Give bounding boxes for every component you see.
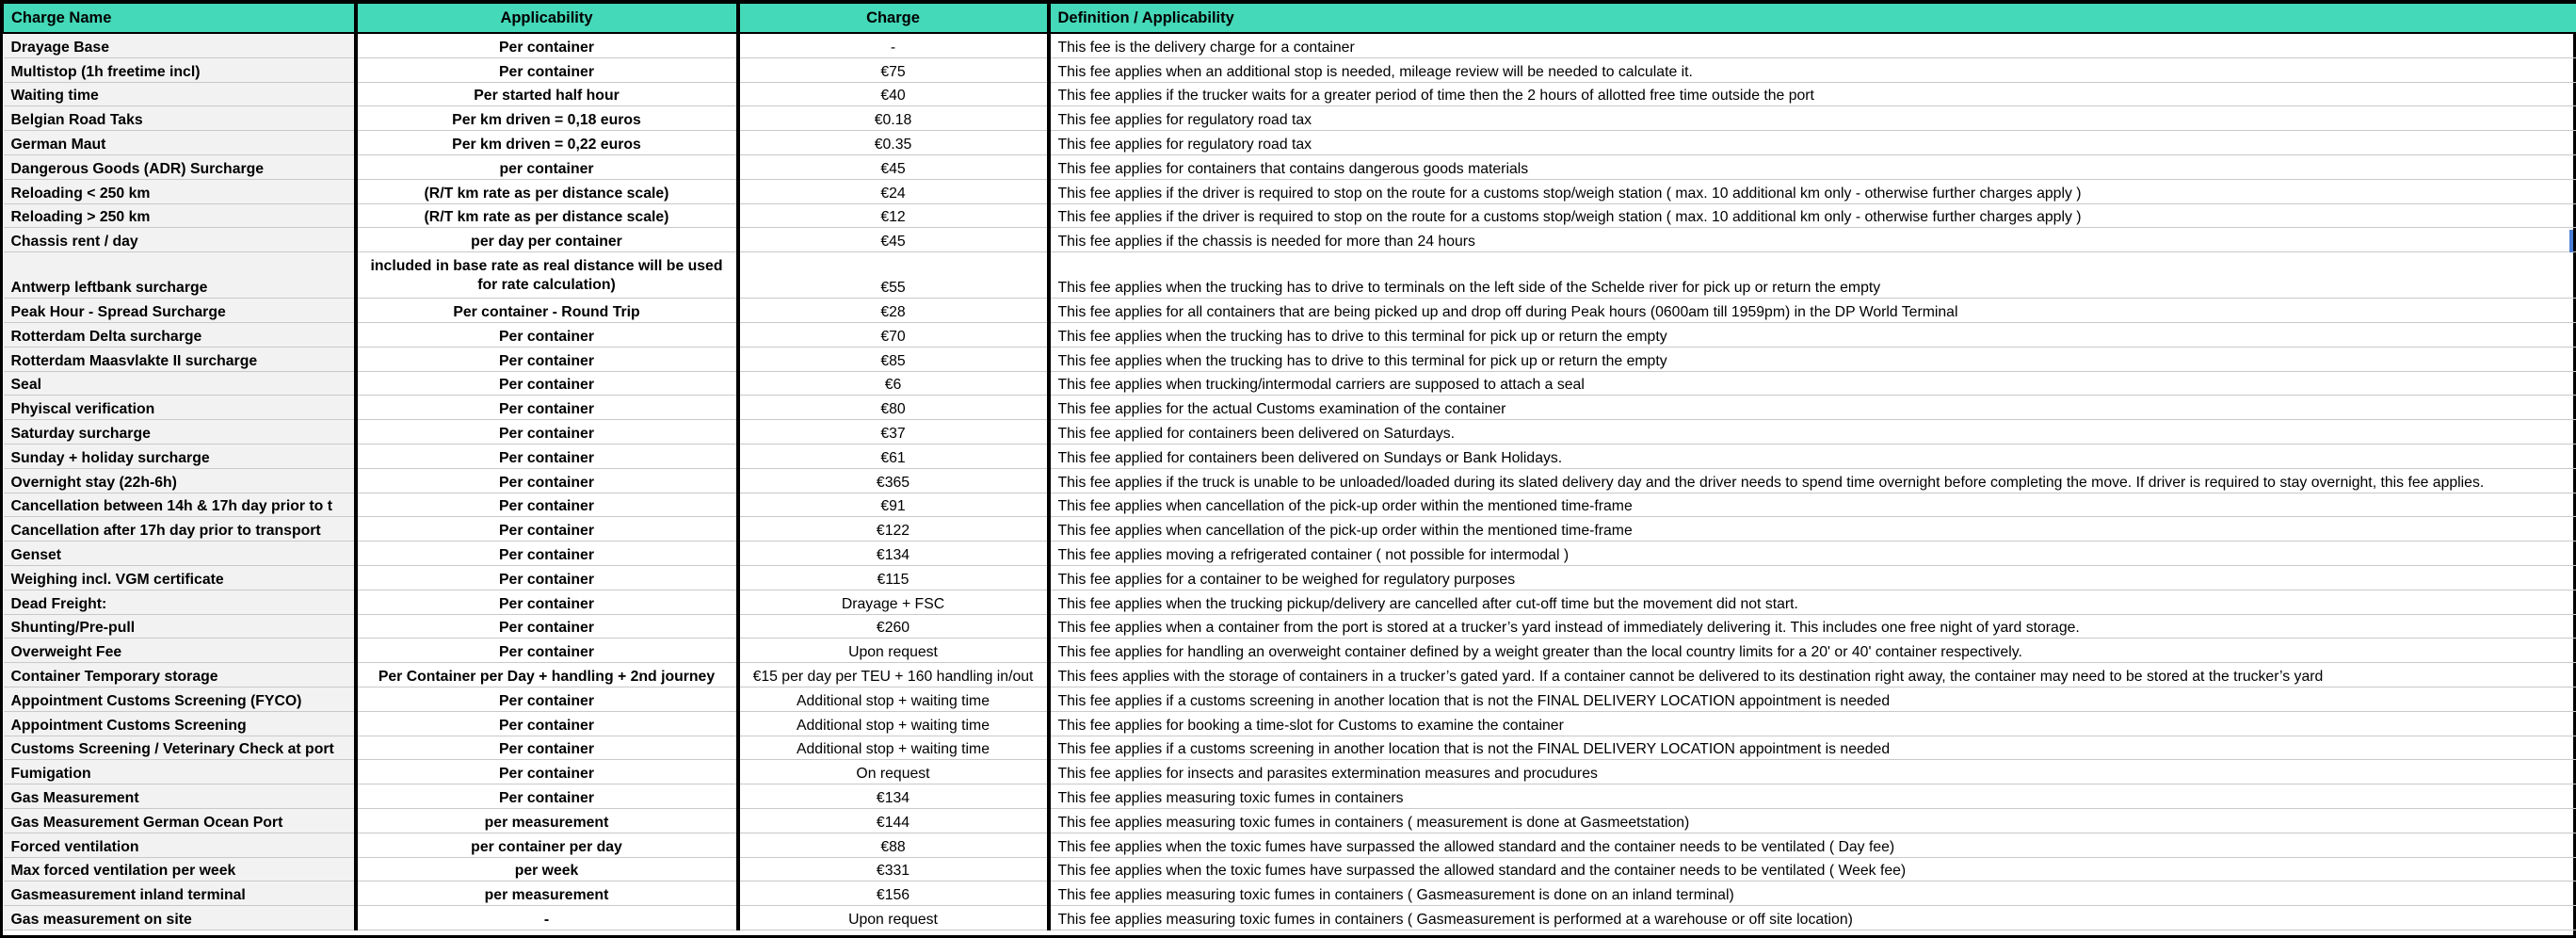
table-row [4,493,2576,517]
cell-applicability[interactable]: per day per container [356,228,738,252]
header-definition[interactable]: Definition / Applicability [1049,4,2576,34]
cell-definition[interactable]: This fee applies when the trucking pickup/delivery are cancelled after cut-off time but the movement did not start. [1049,590,2576,614]
cell-charge-name[interactable]: Weighing incl. VGM certificate [4,565,356,590]
cell-charge[interactable]: €260 [738,614,1049,639]
cell-definition[interactable]: This fee applies for a container to be weighed for regulatory purposes [1049,565,2576,590]
cell-applicability[interactable]: per measurement [356,881,738,906]
cell-applicability[interactable]: Per km driven = 0,22 euros [356,131,738,155]
cell-applicability[interactable]: Per container [356,468,738,493]
table-row [4,639,2576,663]
table-row [4,82,2576,106]
table-row [4,614,2576,639]
cell-definition[interactable]: This fee applies if the truck is unable to be unloaded/loaded during its slated delivery day and the driver needs to spend time overnight before completing the move. If driver is required to stay overnight, this fee applies. [1049,468,2576,493]
table-row [4,565,2576,590]
cell-applicability[interactable]: included in base rate as real distance will be used for rate calculation) [356,252,738,299]
table-row [4,228,2576,252]
cell-applicability[interactable]: Per container [356,590,738,614]
cell-charge[interactable]: €331 [738,857,1049,881]
cell-applicability[interactable]: - [356,906,738,930]
cell-charge-name[interactable]: Gas Measurement German Ocean Port [4,808,356,833]
cell-applicability[interactable]: (R/T km rate as per distance scale) [356,179,738,203]
cell-definition[interactable]: This fee applies if the driver is required to stop on the route for a customs stop/weigh station ( max. 10 additional km only - otherwise further charges apply ) [1049,203,2576,228]
cell-charge[interactable]: €134 [738,784,1049,809]
cell-charge[interactable]: €75 [738,57,1049,82]
cell-charge-name[interactable]: Cancellation after 17h day prior to transport [4,517,356,542]
cell-applicability[interactable]: Per container [356,57,738,82]
cell-charge-name[interactable]: Reloading > 250 km [4,203,356,228]
cell-charge-name[interactable]: Fumigation [4,760,356,784]
cell-applicability[interactable]: Per container [356,711,738,736]
cell-charge[interactable]: €45 [738,228,1049,252]
cell-selection-marker [2569,230,2573,252]
cell-charge-name[interactable]: Chassis rent / day [4,228,356,252]
cell-definition[interactable]: This fee applies measuring toxic fumes in containers ( Gasmeasurement is done on an inland terminal) [1049,881,2576,906]
table-row [4,906,2576,930]
table-row [4,468,2576,493]
cell-charge-name[interactable]: Multistop (1h freetime incl) [4,57,356,82]
cell-charge-name[interactable]: Seal [4,371,356,396]
cell-charge-name[interactable]: Phyiscal verification [4,396,356,420]
cell-charge[interactable]: On request [738,760,1049,784]
cell-charge-name[interactable]: Gasmeasurement inland terminal [4,881,356,906]
cell-charge-name[interactable]: Cancellation between 14h & 17h day prior to t [4,493,356,517]
table-row [4,154,2576,179]
cell-definition[interactable]: This fee applies if a customs screening in another location that is not the FINAL DELIVERY LOCATION appointment is needed [1049,736,2576,760]
cell-definition[interactable]: This fee applied for containers been delivered on Saturdays. [1049,420,2576,445]
cell-charge[interactable]: €134 [738,542,1049,566]
cell-charge-name[interactable]: Appointment Customs Screening [4,711,356,736]
cell-applicability[interactable]: Per km driven = 0,18 euros [356,106,738,131]
table-row [4,33,2576,57]
cell-definition[interactable]: This fee applies moving a refrigerated container ( not possible for intermodal ) [1049,542,2576,566]
cell-charge[interactable]: Upon request [738,906,1049,930]
cell-applicability[interactable]: Per container [356,347,738,371]
cell-charge[interactable]: €156 [738,881,1049,906]
cell-charge[interactable]: €144 [738,808,1049,833]
cell-charge-name[interactable]: Drayage Base [4,33,356,57]
table-row [4,347,2576,371]
cell-applicability[interactable]: Per Container per Day + handling + 2nd journey [356,663,738,687]
table-row [4,203,2576,228]
table-row [4,663,2576,687]
table-row [4,420,2576,445]
table-row [4,299,2576,323]
cell-applicability[interactable]: per week [356,857,738,881]
cell-definition[interactable]: This fee is the delivery charge for a container [1049,33,2576,57]
table-row [4,517,2576,542]
cell-charge-name[interactable]: Gas measurement on site [4,906,356,930]
cell-charge-name[interactable]: Dangerous Goods (ADR) Surcharge [4,154,356,179]
cell-definition[interactable]: This fee applies when the trucking has to drive to this terminal for pick up or return the empty [1049,322,2576,347]
header-charge-name[interactable]: Charge Name [4,4,356,34]
cell-charge-name[interactable]: Belgian Road Taks [4,106,356,131]
cell-definition[interactable]: This fee applies measuring toxic fumes in containers ( measurement is done at Gasmeetstation) [1049,808,2576,833]
cell-applicability[interactable]: Per container [356,371,738,396]
cell-definition[interactable]: This fee applies for regulatory road tax [1049,106,2576,131]
table-row [4,808,2576,833]
cell-charge-name[interactable]: Forced ventilation [4,833,356,857]
cell-applicability[interactable]: Per container [356,396,738,420]
cell-definition[interactable]: This fee applies for regulatory road tax [1049,131,2576,155]
table-row [4,322,2576,347]
cell-charge[interactable]: €37 [738,420,1049,445]
cell-charge-name[interactable]: Peak Hour - Spread Surcharge [4,299,356,323]
cell-charge-name[interactable]: Container Temporary storage [4,663,356,687]
cell-applicability[interactable]: Per container [356,760,738,784]
cell-applicability[interactable]: Per container [356,784,738,809]
header-applicability[interactable]: Applicability [356,4,738,34]
cell-charge[interactable]: €85 [738,347,1049,371]
cell-definition[interactable]: This fee applies if a customs screening in another location that is not the FINAL DELIVERY LOCATION appointment is needed [1049,687,2576,711]
cell-definition[interactable]: This fee applies for handling an overweight container defined by a weight greater than the local country limits for a 20' or 40' container respectively. [1049,639,2576,663]
table-row [4,590,2576,614]
cell-definition[interactable]: This fee applies when the toxic fumes have surpassed the allowed standard and the container needs to be ventilated ( Day fee) [1049,833,2576,857]
cell-definition[interactable]: This fee applies for booking a time-slot for Customs to examine the container [1049,711,2576,736]
cell-definition[interactable]: This fee applied for containers been delivered on Sundays or Bank Holidays. [1049,444,2576,468]
cell-charge-name[interactable]: Gas Measurement [4,784,356,809]
cell-applicability[interactable]: Per started half hour [356,82,738,106]
cell-definition[interactable]: This fee applies if the driver is required to stop on the route for a customs stop/weigh station ( max. 10 additional km only - otherwise further charges apply ) [1049,179,2576,203]
cell-charge[interactable]: €15 per day per TEU + 160 handling in/out [738,663,1049,687]
cell-charge[interactable]: €45 [738,154,1049,179]
table-row [4,833,2576,857]
cell-charge-name[interactable]: Shunting/Pre-pull [4,614,356,639]
table-row [4,57,2576,82]
cell-definition[interactable]: This fee applies measuring toxic fumes in containers [1049,784,2576,809]
header-row [4,4,2576,34]
cell-definition[interactable]: This fee applies when cancellation of the pick-up order within the mentioned time-frame [1049,493,2576,517]
cell-applicability[interactable]: Per container [356,517,738,542]
cell-definition[interactable]: This fee applies when the trucking has to drive to this terminal for pick up or return the empty [1049,347,2576,371]
cell-charge[interactable]: €91 [738,493,1049,517]
cell-charge-name[interactable]: Overweight Fee [4,639,356,663]
table-row [4,542,2576,566]
cell-applicability[interactable]: Per container [356,33,738,57]
cell-charge-name[interactable]: Waiting time [4,82,356,106]
cell-definition[interactable]: This fees applies with the storage of containers in a trucker’s gated yard. If a container cannot be delivered to its destination right away, the container may need to be stored at the trucker’s yard [1049,663,2576,687]
cell-charge-name[interactable]: Max forced ventilation per week [4,857,356,881]
cell-charge-name[interactable]: German Maut [4,131,356,155]
cell-applicability[interactable]: (R/T km rate as per distance scale) [356,203,738,228]
cell-definition[interactable]: This fee applies when an additional stop is needed, mileage review will be needed to calculate it. [1049,57,2576,82]
cell-charge-name[interactable]: Genset [4,542,356,566]
cell-definition[interactable]: This fee applies if the trucker waits for a greater period of time then the 2 hours of allotted free time outside the port [1049,82,2576,106]
cell-charge[interactable]: €122 [738,517,1049,542]
cell-charge[interactable]: €61 [738,444,1049,468]
cell-applicability[interactable]: Per container - Round Trip [356,299,738,323]
cell-charge-name[interactable]: Saturday surcharge [4,420,356,445]
cell-charge[interactable]: €28 [738,299,1049,323]
table-row [4,396,2576,420]
table-row [4,106,2576,131]
cell-charge-name[interactable]: Reloading < 250 km [4,179,356,203]
cell-definition[interactable]: This fee applies for all containers that are being picked up and drop off during Peak hours (0600am till 1959pm) in the DP World Terminal [1049,299,2576,323]
cell-charge-name[interactable]: Appointment Customs Screening (FYCO) [4,687,356,711]
table-row [4,252,2576,299]
cell-applicability[interactable]: Per container [356,542,738,566]
cell-charge-name[interactable]: Customs Screening / Veterinary Check at port [4,736,356,760]
cell-charge[interactable]: €24 [738,179,1049,203]
cell-charge[interactable]: €88 [738,833,1049,857]
cell-applicability[interactable]: Per container [356,322,738,347]
cell-charge-name[interactable]: Rotterdam Maasvlakte II surcharge [4,347,356,371]
table-row [4,131,2576,155]
cell-charge-name[interactable]: Sunday + holiday surcharge [4,444,356,468]
cell-definition[interactable]: This fee applies measuring toxic fumes in containers ( Gasmeasurement is performed at a warehouse or off site location) [1049,906,2576,930]
cell-charge[interactable]: €12 [738,203,1049,228]
cell-definition[interactable]: This fee applies when trucking/intermodal carriers are supposed to attach a seal [1049,371,2576,396]
cell-definition[interactable]: This fee applies for containers that contains dangerous goods materials [1049,154,2576,179]
cell-charge[interactable]: Upon request [738,639,1049,663]
cell-charge[interactable]: €0.18 [738,106,1049,131]
table-row [4,179,2576,203]
cell-charge[interactable]: €80 [738,396,1049,420]
cell-charge[interactable]: Drayage + FSC [738,590,1049,614]
cell-applicability[interactable]: Per container [356,493,738,517]
cell-charge[interactable]: Additional stop + waiting time [738,711,1049,736]
header-charge[interactable]: Charge [738,4,1049,34]
cell-charge[interactable]: €6 [738,371,1049,396]
cell-charge-name[interactable]: Dead Freight: [4,590,356,614]
table-row [4,736,2576,760]
cell-definition[interactable]: This fee applies when the toxic fumes have surpassed the allowed standard and the container needs to be ventilated ( Week fee) [1049,857,2576,881]
cell-charge[interactable]: - [738,33,1049,57]
table-row [4,857,2576,881]
cell-charge[interactable]: €55 [738,252,1049,299]
cell-charge[interactable]: Additional stop + waiting time [738,736,1049,760]
cell-definition[interactable]: This fee applies when cancellation of the pick-up order within the mentioned time-frame [1049,517,2576,542]
table-row [4,444,2576,468]
cell-applicability[interactable]: Per container [356,639,738,663]
cell-definition[interactable]: This fee applies if the chassis is needed for more than 24 hours [1049,228,2576,252]
cell-applicability[interactable]: Per container [356,687,738,711]
cell-applicability[interactable]: Per container [356,736,738,760]
table-row [4,687,2576,711]
cell-charge-name[interactable]: Overnight stay (22h-6h) [4,468,356,493]
cell-charge[interactable]: €365 [738,468,1049,493]
cell-definition[interactable]: This fee applies when a container from the port is stored at a trucker’s yard instead of immediately delivering it. This includes one free night of yard storage. [1049,614,2576,639]
cell-charge-name[interactable]: Rotterdam Delta surcharge [4,322,356,347]
cell-charge-name[interactable]: Antwerp leftbank surcharge [4,252,356,299]
cell-definition[interactable]: This fee applies when the trucking has to drive to terminals on the left side of the Schelde river for pick up or return the empty [1049,252,2576,299]
table-row [4,784,2576,809]
table-row [4,371,2576,396]
cell-charge[interactable]: €40 [738,82,1049,106]
charges-table [3,3,2576,930]
table-row [4,881,2576,906]
cell-applicability[interactable]: per measurement [356,808,738,833]
cell-definition[interactable]: This fee applies for the actual Customs examination of the container [1049,396,2576,420]
cell-charge[interactable]: Additional stop + waiting time [738,687,1049,711]
cell-charge[interactable]: €0.35 [738,131,1049,155]
cell-charge[interactable]: €70 [738,322,1049,347]
cell-applicability[interactable]: per container [356,154,738,179]
cell-applicability[interactable]: Per container [356,565,738,590]
cell-applicability[interactable]: per container per day [356,833,738,857]
table-row [4,711,2576,736]
cell-applicability[interactable]: Per container [356,614,738,639]
cell-definition[interactable]: This fee applies for insects and parasites extermination measures and procudures [1049,760,2576,784]
cell-charge[interactable]: €115 [738,565,1049,590]
cell-applicability[interactable]: Per container [356,420,738,445]
table-row [4,760,2576,784]
cell-applicability[interactable]: Per container [356,444,738,468]
